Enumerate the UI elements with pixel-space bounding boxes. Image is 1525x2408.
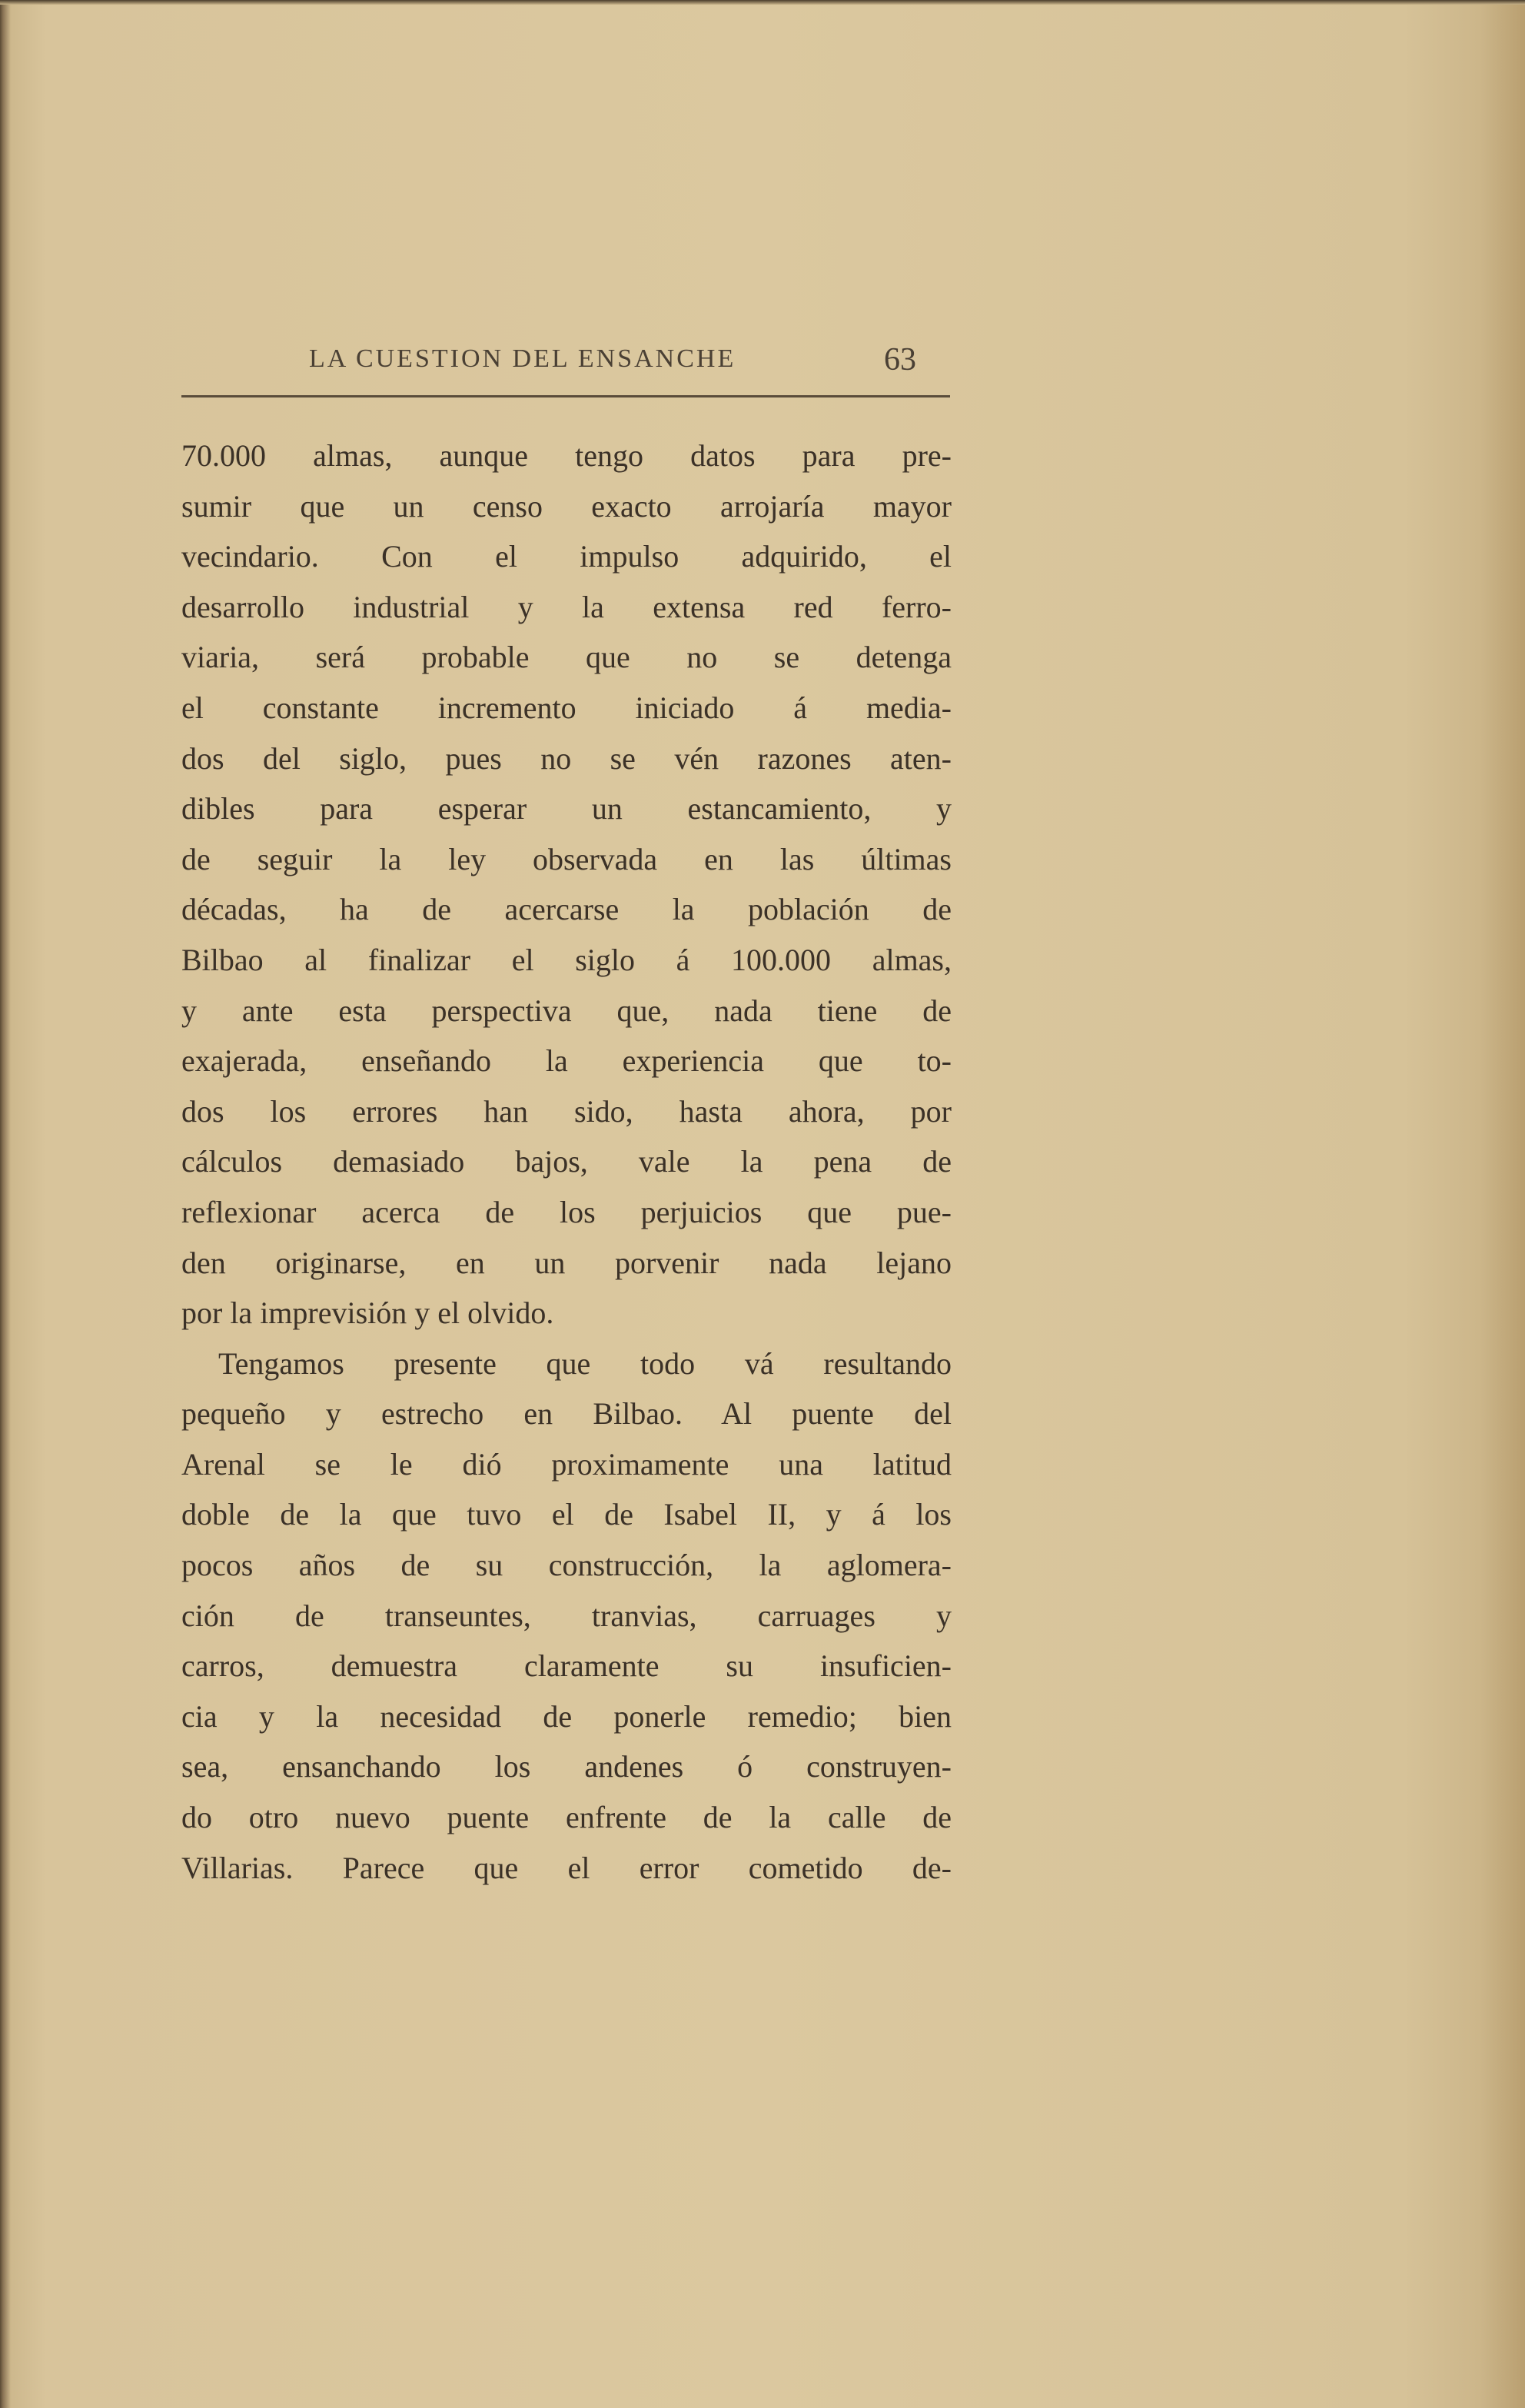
page-top-edge	[0, 0, 1525, 5]
text-line: viaria, será probable que no se detenga	[181, 640, 952, 675]
text-line: den originarse, en un porvenir nada lejano	[181, 1245, 952, 1280]
body-text	[181, 431, 952, 1893]
text-line: do otro nuevo puente enfrente de la calle de	[181, 1800, 952, 1835]
text-line: cálculos demasiado bajos, vale la pena de	[181, 1144, 952, 1179]
text-line: y ante esta perspectiva que, nada tiene de	[181, 993, 952, 1028]
text-line: dos del siglo, pues no se vén razones aten-	[181, 740, 952, 776]
text-line: dos los errores han sido, hasta ahora, por	[181, 1093, 952, 1129]
text-line: pequeño y estrecho en Bilbao. Al puente del	[181, 1396, 952, 1432]
text-line: por la imprevisión y el olvido.	[181, 1295, 554, 1331]
text-line: sumir que un censo exacto arrojaría mayor	[181, 488, 952, 524]
text-line: cia y la necesidad de ponerle remedio; bien	[181, 1698, 952, 1734]
text-line: pocos años de su construcción, la aglomera-	[181, 1548, 952, 1583]
text-line: vecindario. Con el impulso adquirido, el	[181, 539, 952, 574]
header-rule	[181, 395, 950, 397]
text-line: dibles para esperar un estancamiento, y	[181, 791, 952, 827]
text-line: Bilbao al finalizar el siglo á 100.000 almas,	[181, 942, 952, 977]
text-line: 70.000 almas, aunque tengo datos para pre-	[181, 438, 952, 473]
text-line: ción de transeuntes, tranvias, carruages y	[181, 1598, 952, 1633]
text-line: el constante incremento iniciado á media-	[181, 690, 952, 725]
text-line: Arenal se le dió proximamente una latitud	[181, 1446, 952, 1482]
running-header	[181, 344, 950, 383]
page-number: 63	[884, 342, 916, 377]
text-line: exajerada, enseñando la experiencia que to-	[181, 1043, 952, 1079]
text-line: Tengamos presente que todo vá resultando	[218, 1345, 952, 1381]
text-line: sea, ensanchando los andenes ó construyen-	[181, 1749, 952, 1784]
text-line: Villarias. Parece que el error cometido de-	[181, 1850, 952, 1885]
running-title: LA CUESTION DEL ENSANCHE	[309, 344, 736, 373]
text-line: reflexionar acerca de los perjuicios que pue-	[181, 1194, 952, 1229]
text-line: carros, demuestra claramente su insuficien-	[181, 1648, 952, 1684]
text-line: desarrollo industrial y la extensa red ferro-	[181, 589, 952, 624]
text-line: de seguir la ley observada en las últimas	[181, 841, 952, 876]
text-line: doble de la que tuvo el de Isabel II, y á los	[181, 1497, 952, 1532]
text-line: décadas, ha de acercarse la población de	[181, 892, 952, 927]
